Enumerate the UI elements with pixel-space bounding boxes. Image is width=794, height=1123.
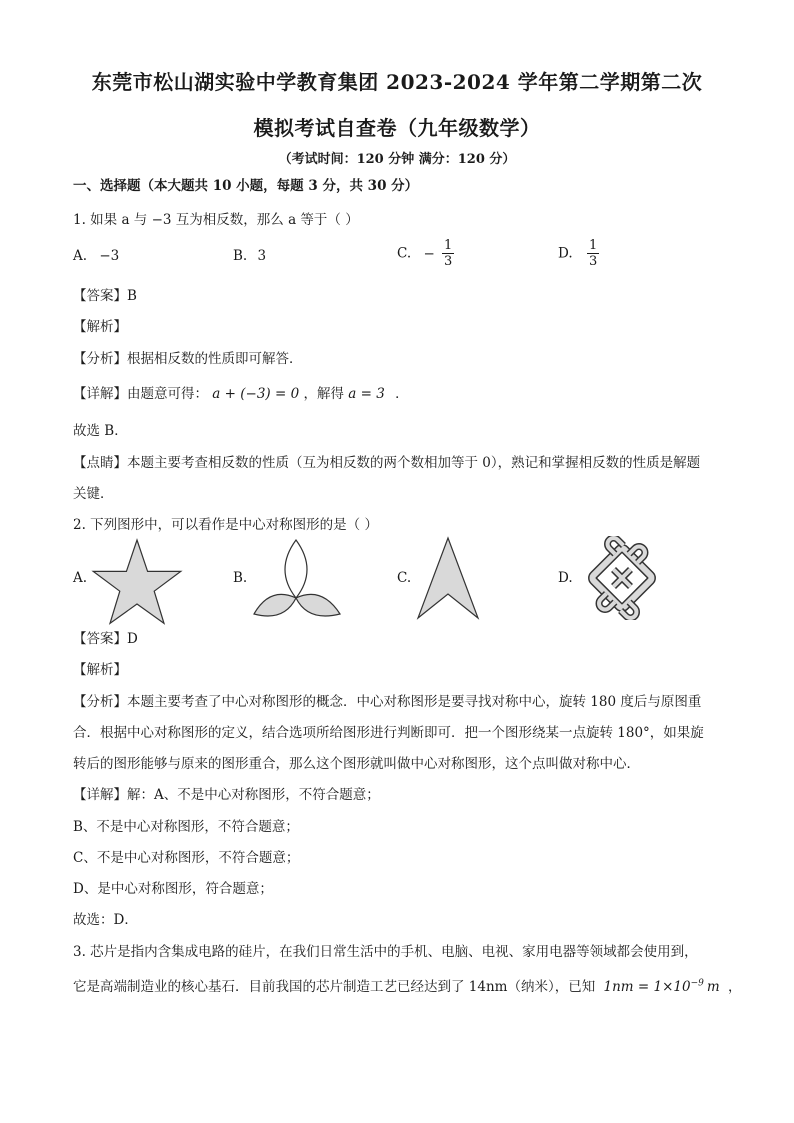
q1-option-b-label: B. [233,248,248,264]
document-title-line2: 模拟考试自查卷（九年级数学） [253,116,541,140]
knot-figure [580,536,664,620]
arrowhead-shape [418,538,478,618]
q1-xiangjie [73,382,409,402]
q2-xiangjie: 【详解】解：A、不是中心对称图形，不符合题意； [73,787,380,803]
q3-line2-text: 它是高端制造业的核心基石．目前我国的芯片制造工艺已经达到了 14nm（纳米），已知 [73,979,596,995]
q1-xiangjie-mid: ，解得 [303,386,344,402]
q2-line-b: B、不是中心对称图形，不符合题意； [73,819,299,835]
q1-option-d-fraction [587,238,599,269]
q1-option-c-fraction [442,238,454,269]
q2-analysis-tag: 【解析】 [73,662,127,678]
q1-option-a-label: A. [73,248,88,264]
q1-fenxi: 【分析】根据相反数的性质即可解答． [73,351,303,367]
q1-analysis-tag: 【解析】 [73,319,127,335]
q3-nm-unit: m [706,979,720,995]
star-shape [93,540,181,623]
q1-option-c-numerator: 1 [444,238,453,253]
petal-top [285,540,307,598]
q1-option-d-numerator: 1 [588,238,598,253]
q2-answer: 【答案】D [73,631,138,647]
q1-option-b [233,248,266,264]
q2-label-b: B. [233,570,248,586]
document-title-line1: 东莞市松山湖实验中学教育集团 2023-2024 学年第二学期第二次 [91,70,703,94]
q1-option-a [73,248,119,264]
petal-left [254,594,296,616]
q1-option-b-value: 3 [257,248,267,264]
q1-choice: 故选 B． [73,423,128,439]
q3-nm-exponent: −9 [690,978,704,989]
arrowhead-figure [414,536,482,622]
q3-line2-end: ， [727,979,742,995]
q1-option-a-value: −3 [99,248,120,264]
q1-option-c [397,238,454,269]
q1-answer: 【答案】B [73,288,137,304]
star-figure [90,538,184,628]
q1-option-c-label: C. [397,245,412,262]
q1-option-c-denominator: 3 [444,254,453,269]
q1-option-d-label: D. [558,245,573,262]
q3-line2 [73,975,741,995]
section-heading: 一、选择题（本大题共 10 小题，每题 3 分，共 30 分） [73,178,419,194]
q2-line-d: D、是中心对称图形，符合题意； [73,881,273,897]
q1-dianjing-line2: 关键． [73,486,114,502]
petal-right [296,594,340,616]
knot-shape [580,536,664,620]
q1-stem: 1. 如果 a 与 −3 互为相反数，那么 a 等于（ ） [73,212,359,228]
q3-line1: 3. 芯片是指内含集成电路的硅片，在我们日常生活中的手机、电脑、电视、家用电器等领域都会使用到， [73,944,698,960]
exam-info: （考试时间：120 分钟 满分：120 分） [278,152,516,167]
q1-option-c-sign: − [423,245,435,262]
q1-solution: a = 3 [348,386,385,402]
q3-nm-base: 1nm = 1×10 [603,979,691,995]
q2-choice: 故选：D． [73,912,138,928]
q1-option-d [558,238,599,269]
q2-fenxi-line1: 【分析】本题主要考查了中心对称图形的概念．中心对称图形是要寻找对称中心，旋转 180 度后与原图重 [73,694,702,710]
q2-label-d: D. [558,570,573,586]
q2-fenxi-line3: 转后的图形能够与原来的图形重合，那么这个图形就叫做中心对称图形，这个点叫做对称中心． [73,756,640,772]
q1-xiangjie-end: ． [395,386,409,402]
q2-label-a: A. [73,570,88,586]
q1-equation: a + (−3) = 0 [212,386,300,402]
three-petal-figure [250,538,345,618]
q2-stem: 2. 下列图形中，可以看作是中心对称图形的是（ ） [73,517,378,533]
q3-nm-definition [604,979,720,995]
q2-line-c: C、不是中心对称图形，不符合题意； [73,850,300,866]
q2-label-c: C. [397,570,412,586]
q1-option-d-denominator: 3 [588,254,598,269]
q1-dianjing-line1: 【点睛】本题主要考查相反数的性质（互为相反数的两个数相加等于 0），熟记和掌握相反数的性质是解题 [73,455,701,471]
q2-fenxi-line2: 合．根据中心对称图形的定义，结合选项所给图形进行判断即可．把一个图形绕某一点旋转 180°，如果旋 [73,725,704,741]
q1-xiangjie-prefix: 【详解】由题意可得： [73,386,208,402]
